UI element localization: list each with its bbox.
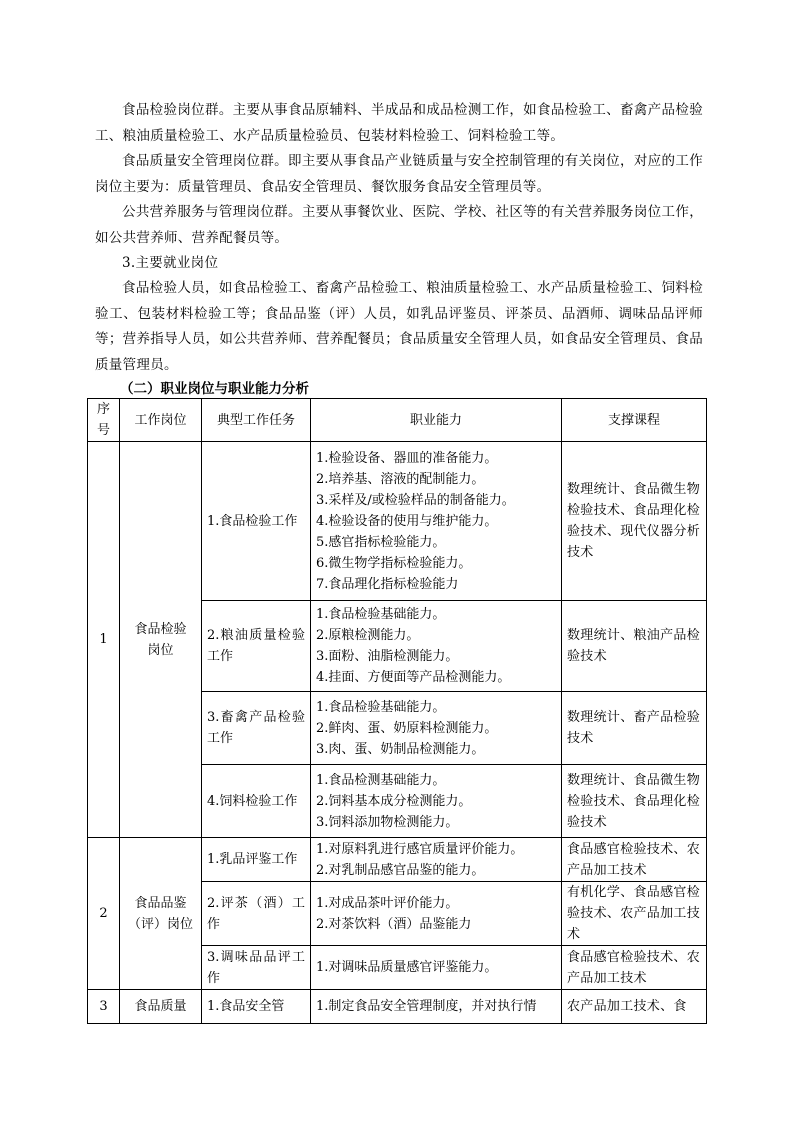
- ability-item: 2.对乳制品感官品鉴的能力。: [316, 862, 485, 878]
- ability-item: 5.感官指标检验能力。: [316, 534, 446, 550]
- cell-course: 有机化学、食品感官检验技术、农产品加工技术: [562, 882, 707, 946]
- paragraph-inspection-group: 食品检验岗位群。主要从事食品原辅料、半成品和成品检测工作，如食品检验工、畜禽产品检验工、粮油质量检验工、水产品质量检验员、包装材料检验工、饲料检验工等。: [95, 102, 703, 144]
- table-header-row: [88, 399, 707, 442]
- ability-item: 1.食品检测基础能力。: [316, 772, 446, 788]
- ability-item: 2.原粮检测能力。: [316, 628, 420, 643]
- paragraph-main-posts: 食品检验人员，如食品检验工、畜禽产品检验工、粮油质量检验工、水产品质量检验工、饲料检验工、包装材料检验工等；食品品鉴（评）人员，如乳品评鉴员、评茶员、品酒师、调味品品评师等；营养指导人员，如公共营养师、营养配餐员；食品质量安全管理人员，如食品安全管理员、食品质量管理员。: [95, 280, 703, 373]
- table-row: [88, 990, 707, 1024]
- cell-ability: [311, 765, 562, 838]
- ability-item: 6.微生物学指标检验能力。: [316, 555, 472, 571]
- ability-item: 1.对原料乳进行感官质量评价能力。: [316, 841, 524, 857]
- table-row: [88, 838, 707, 882]
- paragraph-quality-safety-group: 食品质量安全管理岗位群。即主要从事食品产业链质量与安全控制管理的有关岗位，对应的工作岗位主要为：质量管理员、食品安全管理员、餐饮服务食品安全管理员等。: [95, 153, 703, 195]
- cell-post: 食品检验岗位: [120, 442, 202, 838]
- header-course: 支撑课程: [562, 399, 707, 442]
- ability-item: 1.对调味品质量感官评鉴能力。: [316, 960, 498, 975]
- ability-item: 3.面粉、油脂检测能力。: [316, 649, 459, 664]
- cell-ability: [311, 838, 562, 882]
- subheading-main-posts: 3.主要就业岗位: [122, 255, 219, 271]
- section-title: （二）职业岗位与职业能力分析: [120, 381, 309, 397]
- cell-course: 数理统计、食品微生物检验技术、食品理化检验技术: [562, 765, 707, 838]
- cell-no: 1: [88, 442, 120, 838]
- ability-item: 3.采样及/或检验样品的制备能力。: [316, 492, 515, 508]
- header-task: 典型工作任务: [202, 399, 311, 442]
- paragraph-nutrition-group: 公共营养服务与管理岗位群。主要从事餐饮业、医院、学校、社区等的有关营养服务岗位工作，如公共营养师、营养配餐员等。: [95, 204, 703, 246]
- cell-task: 2.粮油质量检验工作: [202, 601, 311, 692]
- ability-item: 3.肉、蛋、奶制品检测能力。: [316, 741, 485, 757]
- cell-task: 1.食品安全管: [202, 990, 311, 1024]
- ability-item: 2.对茶饮料（酒）品鉴能力: [316, 916, 472, 932]
- cell-task: 1.食品检验工作: [202, 442, 311, 601]
- ability-item: 1.制定食品安全管理制度，并对执行情: [316, 999, 537, 1014]
- post-ability-table: [87, 398, 707, 1024]
- ability-item: 2.饲料基本成分检测能力。: [316, 793, 472, 809]
- cell-course: 数理统计、畜产品检验技术: [562, 692, 707, 765]
- cell-ability: [311, 946, 562, 990]
- cell-task: 2.评茶（酒）工作: [202, 882, 311, 946]
- table-row: [88, 442, 707, 601]
- ability-item: 1.检验设备、器皿的准备能力。: [316, 450, 498, 466]
- cell-course: 数理统计、粮油产品检验技术: [562, 601, 707, 692]
- cell-no: 2: [88, 838, 120, 990]
- ability-item: 7.食品理化指标检验能力: [316, 576, 459, 592]
- ability-item: 4.检验设备的使用与维护能力。: [316, 513, 498, 529]
- cell-ability: [311, 692, 562, 765]
- ability-item: 1.对成品茶叶评价能力。: [316, 895, 459, 911]
- table-body: [88, 442, 707, 1024]
- ability-item: 3.饲料添加物检测能力。: [316, 814, 459, 830]
- cell-ability: [311, 882, 562, 946]
- ability-item: 4.挂面、方便面等产品检测能力。: [316, 670, 511, 685]
- header-no: 序号: [88, 399, 120, 442]
- cell-task: 4.饲料检验工作: [202, 765, 311, 838]
- header-post: 工作岗位: [120, 399, 202, 442]
- ability-item: 1.食品检验基础能力。: [316, 699, 446, 715]
- cell-course: 数理统计、食品微生物检验技术、食品理化检验技术、现代仪器分析技术: [562, 442, 707, 601]
- cell-post: 食品质量: [120, 990, 202, 1024]
- cell-course: 农产品加工技术、食: [562, 990, 707, 1024]
- ability-item: 2.培养基、溶液的配制能力。: [316, 471, 485, 487]
- cell-task: 3.调味品品评工作: [202, 946, 311, 990]
- header-ability: 职业能力: [311, 399, 562, 442]
- cell-course: 食品感官检验技术、农产品加工技术: [562, 838, 707, 882]
- cell-task: 1.乳品评鉴工作: [202, 838, 311, 882]
- cell-ability: [311, 442, 562, 601]
- cell-ability: [311, 990, 562, 1024]
- cell-post: 食品品鉴（评）岗位: [120, 838, 202, 990]
- cell-task: 3.畜禽产品检验工作: [202, 692, 311, 765]
- cell-ability: [311, 601, 562, 692]
- ability-item: 2.鲜肉、蛋、奶原料检测能力。: [316, 720, 498, 736]
- cell-no: 3: [88, 990, 120, 1024]
- ability-item: 1.食品检验基础能力。: [316, 607, 446, 622]
- cell-course: 食品感官检验技术、农产品加工技术: [562, 946, 707, 990]
